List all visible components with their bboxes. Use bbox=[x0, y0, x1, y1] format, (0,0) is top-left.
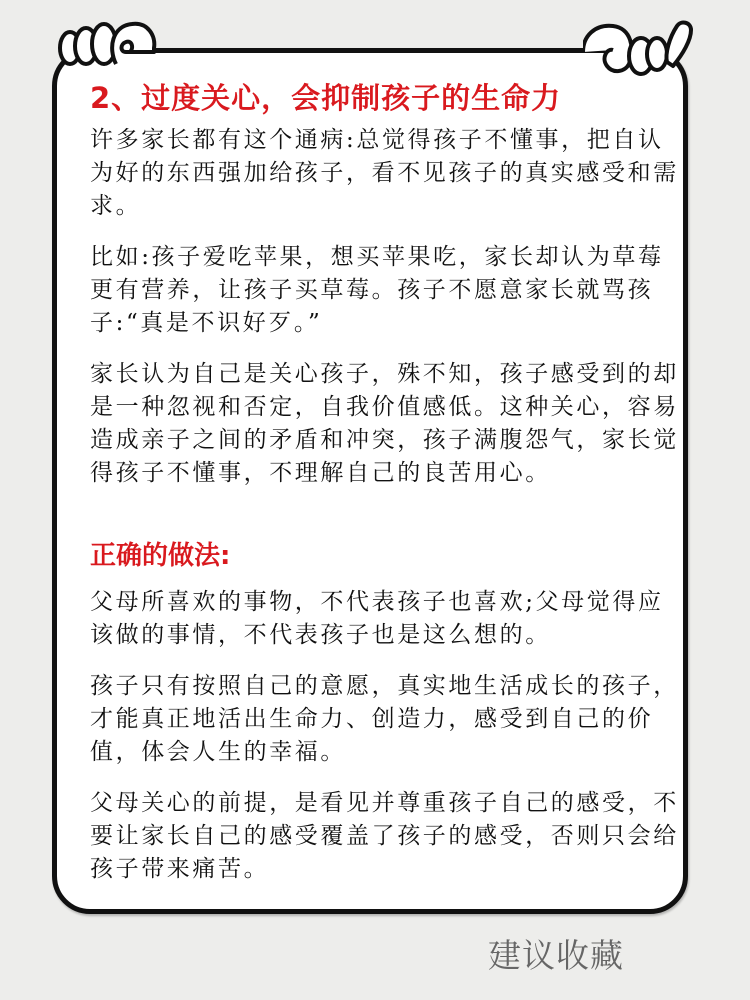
section-title: 正确的做法: bbox=[90, 541, 231, 571]
paragraph: 许多家长都有这个通病:总觉得孩子不懂事，把自认为好的东西强加给孩子，看不见孩子的真实感受和需求。 bbox=[90, 127, 679, 219]
article-content bbox=[90, 78, 680, 904]
paragraph: 父母关心的前提，是看见并尊重孩子自己的感受，不要让家长自己的感受覆盖了孩子的感受，否则只会给孩子带来痛苦。 bbox=[90, 790, 679, 882]
paragraph: 家长认为自己是关心孩子，殊不知，孩子感受到的却是一种忽视和否定，自我价值感低。这种关心，容易造成亲子之间的矛盾和冲突，孩子满腹怨气，家长觉得孩子不懂事，不理解自己的良苦用心。 bbox=[90, 361, 679, 486]
paragraph: 比如:孩子爱吃苹果，想买苹果吃，家长却认为草莓更有营养，让孩子买草莓。孩子不愿意家长就骂孩子:“真是不识好歹。” bbox=[90, 244, 664, 336]
article-title: 2、过度关心，会抑制孩子的生命力 bbox=[90, 81, 562, 115]
footer-note: 建议收藏 bbox=[488, 936, 624, 975]
paragraph: 父母所喜欢的事物，不代表孩子也喜欢;父母觉得应该做的事情，不代表孩子也是这么想的。 bbox=[90, 589, 664, 648]
left-hand-icon bbox=[56, 18, 166, 78]
right-hand-icon bbox=[583, 18, 693, 78]
paragraph: 孩子只有按照自己的意愿，真实地生活成长的孩子，才能真正地活出生命力、创造力，感受到自己的价值，体会人生的幸福。 bbox=[90, 673, 679, 765]
